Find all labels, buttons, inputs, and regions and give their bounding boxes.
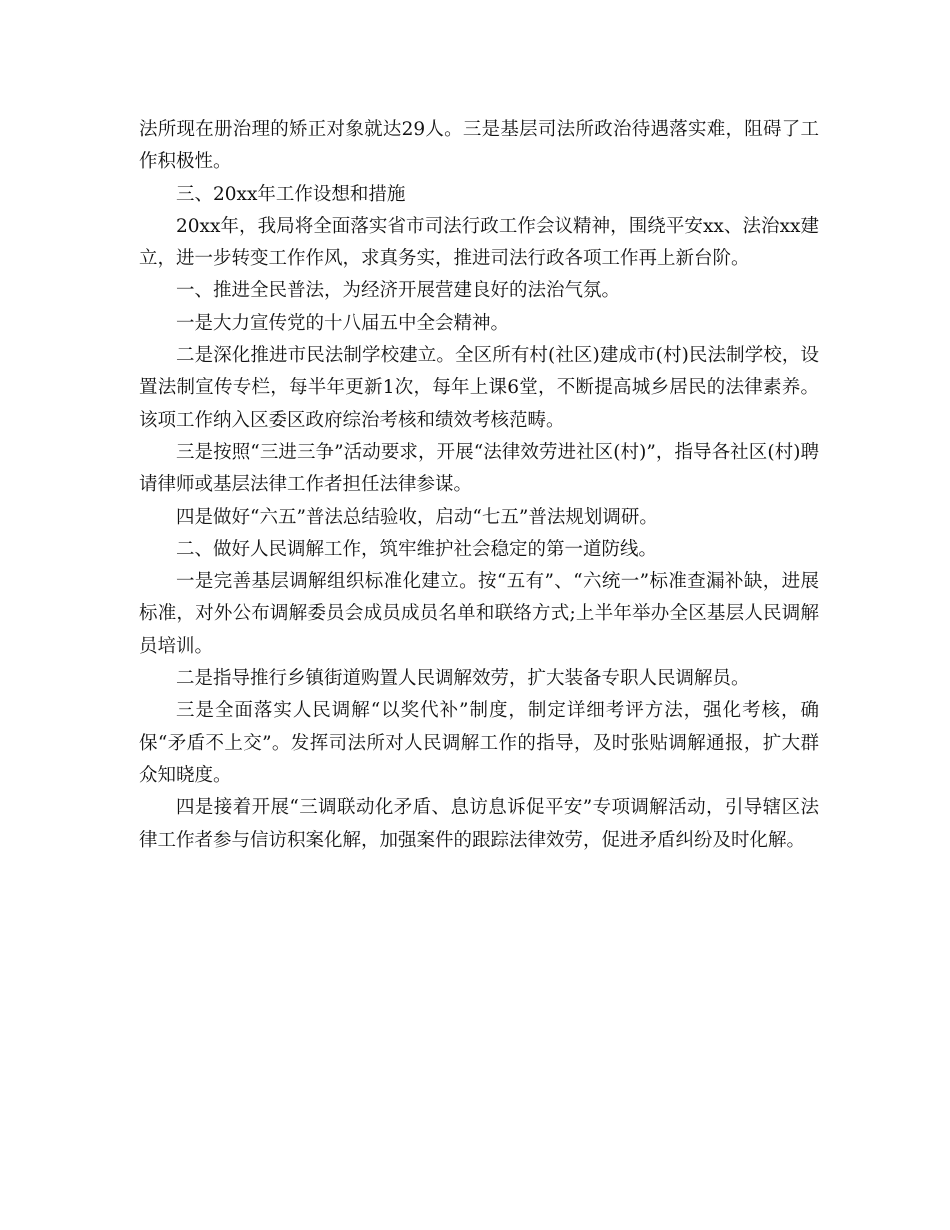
paragraph: 三是全面落实人民调解“以奖代补”制度，制定详细考评方法，强化考核，确保“矛盾不上交”。发挥司法所对人民调解工作的指导，及时张贴调解通报，扩大群众知晓度。 (139, 700, 819, 786)
paragraph: 一是大力宣传党的十八届五中全会精神。 (176, 312, 510, 334)
paragraph: 一是完善基层调解组织标准化建立。按“五有”、“六统一”标准查漏补缺，进展标准，对外公布调解委员会成员成员名单和联络方式;上半年举办全区基层人民调解员培训。 (139, 571, 819, 657)
paragraph-intro: 20xx年，我局将全面落实省市司法行政工作会议精神，围绕平安xx、法治xx建立，进一步转变工作作风，求真务实，推进司法行政各项工作再上新台阶。 (139, 215, 819, 270)
subheading-legal-education: 一、推进全民普法，为经济开展营建良好的法治气氛。 (176, 280, 621, 302)
document-body (139, 114, 819, 857)
paragraph: 二是深化推进市民法制学校建立。全区所有村(社区)建成市(村)民法制学校，设置法制宣传专栏，每半年更新1次，每年上课6堂，不断提高城乡居民的法律素养。该项工作纳入区委区政府综治考核和绩效考核范畴。 (139, 345, 819, 431)
section-heading-work-plan: 三、20xx年工作设想和措施 (176, 183, 406, 205)
subheading-mediation: 二、做好人民调解工作，筑牢维护社会稳定的第一道防线。 (176, 538, 658, 560)
paragraph: 二是指导推行乡镇街道购置人民调解效劳，扩大装备专职人民调解员。 (176, 668, 750, 690)
paragraph: 四是接着开展“三调联动化矛盾、息访息诉促平安”专项调解活动，引导辖区法律工作者参与信访积案化解，加强案件的跟踪法律效劳，促进矛盾纠纷及时化解。 (139, 797, 819, 851)
paragraph: 三是按照“三进三争”活动要求，开展“法律效劳进社区(村)”，指导各社区(村)聘请律师或基层法律工作者担任法律参谋。 (139, 441, 819, 496)
paragraph: 四是做好“六五”普法总结验收，启动“七五”普法规划调研。 (176, 506, 658, 528)
paragraph-continuation: 法所现在册治理的矫正对象就达29人。三是基层司法所政治待遇落实难，阻碍了工作积极性。 (139, 119, 819, 173)
